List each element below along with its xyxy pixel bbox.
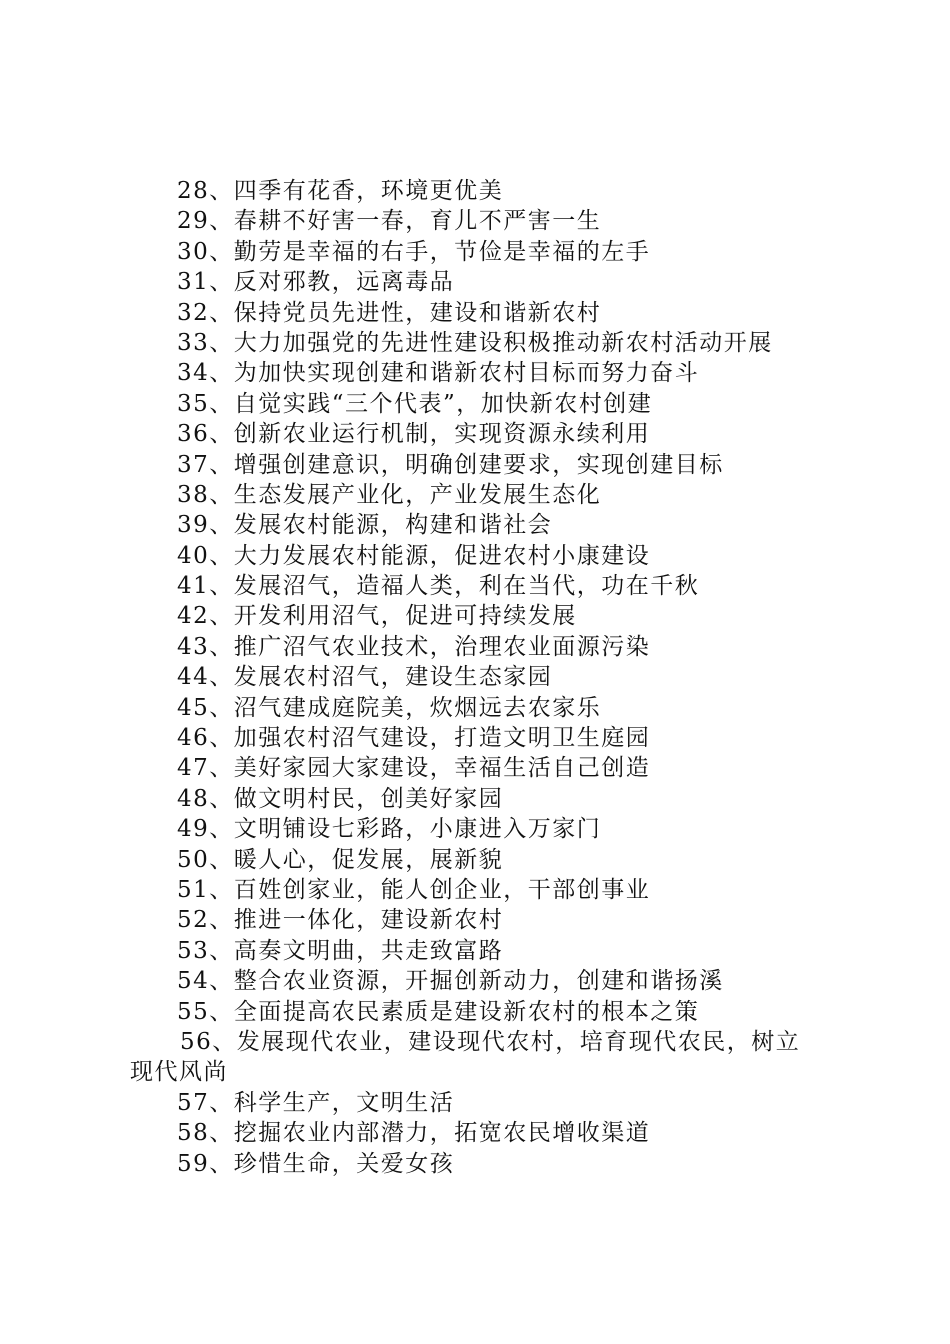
list-item: 41、发展沼气，造福人类，利在当代，功在千秋 bbox=[177, 573, 700, 600]
list-item: 32、保持党员先进性，建设和谐新农村 bbox=[177, 299, 602, 326]
list-item: 42、开发利用沼气，促进可持续发展 bbox=[177, 603, 577, 630]
list-item: 40、大力发展农村能源，促进农村小康建设 bbox=[177, 542, 651, 569]
list-item: 51、百姓创家业，能人创企业，干部创事业 bbox=[177, 876, 651, 903]
list-item-continuation: 现代风尚 bbox=[130, 1059, 228, 1086]
list-item: 53、高奏文明曲，共走致富路 bbox=[177, 937, 504, 964]
list-item: 36、创新农业运行机制，实现资源永续利用 bbox=[177, 421, 651, 448]
list-item: 35、自觉实践“三个代表”，加快新农村创建 bbox=[177, 390, 653, 417]
list-item: 52、推进一体化，建设新农村 bbox=[177, 907, 504, 934]
list-item: 50、暖人心，促发展，展新貌 bbox=[177, 846, 504, 873]
list-item: 47、美好家园大家建设，幸福生活自己创造 bbox=[177, 755, 651, 782]
list-item: 34、为加快实现创建和谐新农村目标而努力奋斗 bbox=[177, 360, 700, 387]
list-item: 33、大力加强党的先进性建设积极推动新农村活动开展 bbox=[177, 329, 773, 356]
list-item: 55、全面提高农民素质是建设新农村的根本之策 bbox=[177, 998, 700, 1025]
list-item: 49、文明铺设七彩路，小康进入万家门 bbox=[177, 816, 602, 843]
list-item: 54、整合农业资源，开掘创新动力，创建和谐扬溪 bbox=[177, 968, 724, 995]
list-item: 30、勤劳是幸福的右手，节俭是幸福的左手 bbox=[177, 238, 651, 265]
list-item: 48、做文明村民，创美好家园 bbox=[177, 785, 504, 812]
list-item: 57、科学生产，文明生活 bbox=[177, 1089, 455, 1116]
list-item: 39、发展农村能源，构建和谐社会 bbox=[177, 512, 553, 539]
list-item: 31、反对邪教，远离毒品 bbox=[177, 269, 455, 296]
list-item: 45、沼气建成庭院美，炊烟远去农家乐 bbox=[177, 694, 602, 721]
list-item: 56、发展现代农业，建设现代农村，培育现代农民，树立 bbox=[180, 1028, 801, 1055]
list-item: 43、推广沼气农业技术，治理农业面源污染 bbox=[177, 633, 651, 660]
list-item: 46、加强农村沼气建设，打造文明卫生庭园 bbox=[177, 725, 651, 752]
list-item: 58、挖掘农业内部潜力，拓宽农民增收渠道 bbox=[177, 1120, 651, 1147]
list-item: 37、增强创建意识，明确创建要求，实现创建目标 bbox=[177, 451, 724, 478]
list-item: 29、春耕不好害一春，育儿不严害一生 bbox=[177, 208, 602, 235]
list-item: 44、发展农村沼气，建设生态家园 bbox=[177, 664, 553, 691]
slogan-list bbox=[130, 176, 830, 1179]
list-item: 38、生态发展产业化，产业发展生态化 bbox=[177, 481, 602, 508]
list-item: 59、珍惜生命，关爱女孩 bbox=[177, 1150, 455, 1177]
list-item: 28、四季有花香，环境更优美 bbox=[177, 178, 504, 204]
